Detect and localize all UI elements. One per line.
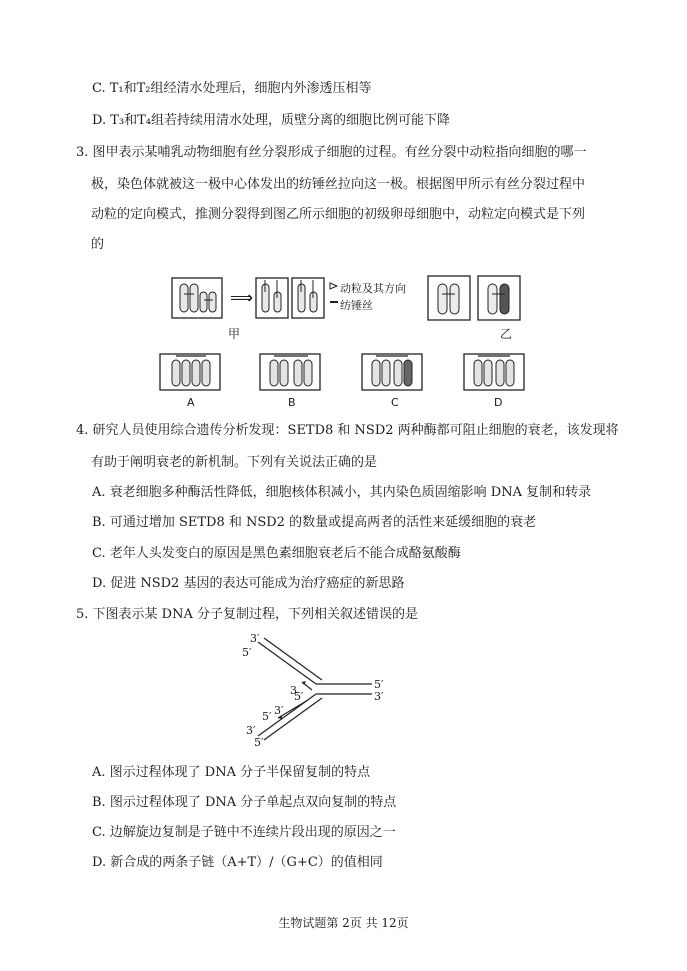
choice-c-cell	[362, 354, 422, 390]
dna-label-right-top: 5′	[374, 678, 384, 691]
choice-a-label: A	[187, 396, 195, 409]
q3-stem-line1: 3. 图甲表示某哺乳动物细胞有丝分裂形成子细胞的过程。有丝分裂中动粒指向细胞的哪一	[76, 145, 587, 160]
choice-c-label: C	[391, 396, 399, 409]
q3-stem-line2: 极，染色体就被这一极中心体发出的纺锤丝拉向这一极。根据图甲所示有丝分裂过程中	[91, 177, 586, 192]
legend-kinetochore-label: 动粒及其方向	[340, 282, 406, 295]
q4-stem-line2: 有助于阐明衰老的新机制。下列有关说法正确的是	[91, 455, 378, 470]
jia-arrow: ⟹	[230, 288, 253, 307]
yi-cell-1	[428, 276, 470, 320]
dna-label-low-b: 3′	[274, 704, 284, 717]
q4-option-c: C. 老年人头发变白的原因是黑色素细胞衰老后不能合成酪氨酸酶	[92, 546, 461, 561]
yi-cell-2	[478, 276, 520, 320]
label-yi: 乙	[500, 327, 513, 341]
q2-option-c: C. T₁和T₂组经清水处理后，细胞内外渗透压相等	[92, 81, 372, 96]
dna-label-mid-a: 3	[290, 684, 297, 697]
dna-label-top-outer: 3′	[250, 632, 260, 645]
choice-b-label: B	[288, 396, 296, 409]
q5-option-d: D. 新合成的两条子链（A+T）/（G+C）的值相同	[92, 855, 383, 870]
q5-stem: 5. 下图表示某 DNA 分子复制过程，下列相关叙述错误的是	[76, 607, 418, 622]
choice-d-label: D	[494, 396, 503, 409]
q5-option-a: A. 图示过程体现了 DNA 分子半保留复制的特点	[92, 765, 371, 780]
legend-spindle-label: 纺锤丝	[340, 299, 373, 312]
dna-label-bottom-outer: 3′	[246, 724, 256, 737]
dna-label-right-bottom: 3′	[374, 690, 384, 703]
dna-label-low-a: 5′	[262, 710, 272, 723]
q5-option-c: C. 边解旋边复制是子链中不连续片段出现的原因之一	[92, 825, 396, 840]
q4-stem-line1: 4. 研究人员使用综合遗传分析发现：SETD8 和 NSD2 两种酶都可阻止细胞的衰老，该发现将	[76, 423, 619, 438]
q3-stem-line4: 的	[91, 237, 105, 252]
dna-label-bottom-inner: 5′	[254, 736, 264, 749]
dna-label-top-inner: 5′	[242, 646, 252, 659]
dna-label-mid-b: 5′	[294, 690, 304, 703]
choice-b-cell	[260, 354, 320, 390]
q3-choice-figures	[158, 352, 528, 394]
label-jia: 甲	[228, 327, 241, 341]
q4-option-d: D. 促进 NSD2 基因的表达可能成为治疗癌症的新思路	[92, 576, 405, 591]
page-footer: 生物试题第 2页 共 12页	[278, 916, 409, 930]
q4-option-b: B. 可通过增加 SETD8 和 NSD2 的数量或提高两者的活性来延缓细胞的衰老	[92, 515, 537, 530]
q4-option-a: A. 衰老细胞多种酶活性降低，细胞核体积减小，其内染色质固缩影响 DNA 复制和转录	[92, 485, 592, 500]
choice-d-cell	[464, 354, 524, 390]
q3-stem-line3: 动粒的定向模式，推测分裂得到图乙所示细胞的初级卵母细胞中，动粒定向模式是下列	[91, 207, 586, 222]
q5-option-b: B. 图示过程体现了 DNA 分子单起点双向复制的特点	[92, 795, 397, 810]
q2-option-d: D. T₃和T₄组若持续用清水处理，质壁分离的细胞比例可能下降	[92, 113, 450, 128]
choice-a-cell	[160, 354, 220, 390]
